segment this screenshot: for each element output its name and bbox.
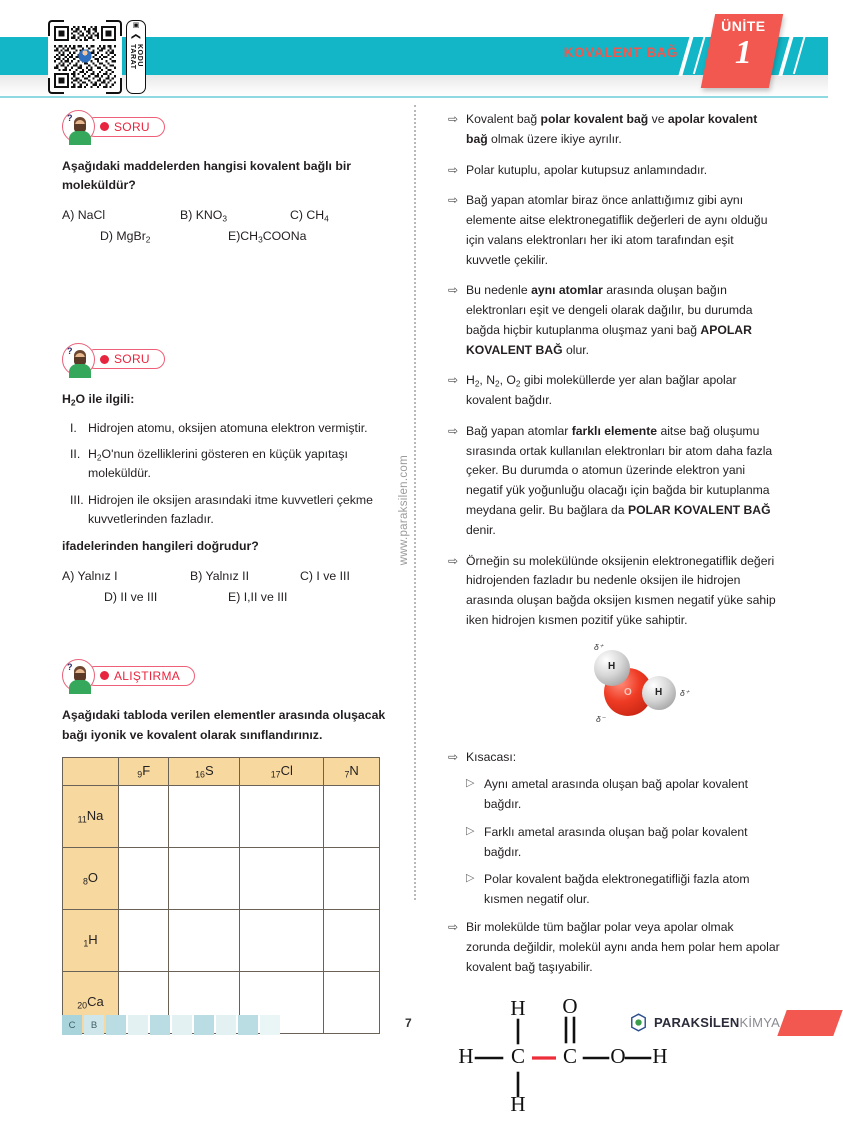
- item-text: $H_2O'nun$ özelliklerini gösteren en küçük yapıtaşı moleküldür.: [88, 447, 348, 481]
- atom-label-o: O: [610, 1044, 626, 1069]
- option-text: I,II ve III: [243, 589, 288, 604]
- table-cell[interactable]: [240, 847, 324, 909]
- option-text: $KNO_3$: [195, 208, 228, 224]
- publisher-logo: [629, 1013, 780, 1032]
- question-mark-icon: ?: [67, 345, 73, 356]
- bullet-item: [448, 552, 780, 631]
- summary-sub-item: [448, 775, 780, 815]
- option-text: I ve III: [316, 568, 350, 583]
- qr-scan-label[interactable]: [126, 20, 146, 94]
- roman-numeral-list: [62, 419, 392, 528]
- table-row: [63, 785, 380, 847]
- delta-plus-label-top: δ⁺: [594, 641, 604, 652]
- triangle-bullet-icon: ▷: [466, 824, 475, 837]
- arrow-bullet-icon: ⇨: [448, 423, 459, 438]
- question-2-options-row-1: [62, 566, 392, 587]
- qr-small-icon: ▣: [132, 22, 140, 29]
- atom-label-h: H: [510, 996, 526, 1021]
- arrow-bullet-icon: ⇨: [448, 749, 459, 764]
- table-row: [63, 847, 380, 909]
- option-letter: D): [100, 228, 113, 243]
- bullet-item: [448, 281, 780, 360]
- table-col-header: $_7$N: [324, 757, 380, 785]
- question-1-block: [62, 110, 392, 247]
- item-text: Hidrojen ile oksijen arasındaki itme kuvvetleri çekme kuvvetlerinden fazladır.: [88, 492, 373, 526]
- alistirma-badge: [62, 659, 392, 692]
- page-footer: [0, 1002, 828, 1064]
- final-bullet-item: [448, 918, 780, 977]
- option-text: Yalnız I: [77, 568, 118, 583]
- bullet-item: [448, 191, 780, 270]
- question-2-block: [62, 343, 392, 608]
- question-2-options-row-2: [62, 587, 392, 608]
- option-letter: C): [290, 208, 303, 223]
- qr-corner-icon: [48, 20, 64, 36]
- bullet-item: [448, 371, 780, 411]
- arrow-bullet-icon: ⇨: [448, 373, 459, 388]
- table-col-header: $_9$F: [119, 757, 169, 785]
- table-cell[interactable]: [324, 785, 380, 847]
- hydrogen-label: H: [608, 660, 616, 672]
- option-letter: B): [180, 208, 193, 223]
- list-item: [62, 491, 392, 529]
- arrow-bullet-icon: ⇨: [448, 919, 459, 934]
- table-cell[interactable]: [169, 909, 240, 971]
- table-cell[interactable]: [240, 785, 324, 847]
- column-divider: [414, 105, 416, 900]
- answer-box: [172, 1015, 192, 1035]
- table-cell[interactable]: [119, 785, 169, 847]
- option-e[interactable]: [228, 587, 287, 608]
- final-bullet-text: Bir molekülde tüm bağlar polar veya apolar olmak zorunda değildir, molekül aynı anda hem polar hem apolar kovalent bağ taşıyabilir.: [466, 919, 780, 974]
- option-letter: C): [300, 568, 313, 583]
- footer-accent-shape: [777, 1010, 842, 1036]
- table-cell[interactable]: [169, 847, 240, 909]
- teacher-avatar-icon: [62, 659, 95, 692]
- summary-intro-text: Kısacası:: [466, 749, 517, 764]
- option-text: Yalnız II: [205, 568, 250, 583]
- answer-box: [150, 1015, 170, 1035]
- bullet-text: Bu nedenle aynı atomlar arasında oluşan bağın elektronları eşit ve dengeli olarak dağılır, bu durumda bağda hiçbir kutuplanma oluşmaz yani bağ APOLAR KOVALENT BAĞ olur.: [466, 283, 753, 357]
- item-number: II.: [70, 447, 81, 462]
- delta-minus-label: δ⁻: [596, 713, 606, 724]
- bullet-item: [448, 161, 780, 181]
- answer-box: B: [84, 1015, 104, 1035]
- arrow-bullet-icon: ⇨: [448, 193, 459, 208]
- teacher-avatar-icon: [62, 110, 95, 143]
- summary-sub-text: Polar kovalent bağda elektronegatifliği fazla atom kısmen negatif olur.: [484, 872, 750, 907]
- logo-text-bold: PARAKSİLEN: [653, 1015, 740, 1030]
- option-c[interactable]: [300, 566, 350, 587]
- option-letter: A): [62, 208, 75, 223]
- answer-key-strip: [62, 1015, 282, 1035]
- badge-pill: [85, 666, 195, 686]
- watermark-url: www.paraksilen.com: [398, 455, 410, 566]
- option-text: $CH_4$: [306, 208, 329, 224]
- option-text: $CH_3COONa$: [240, 228, 307, 245]
- arrow-bullet-icon: ⇨: [448, 283, 459, 298]
- option-letter: E): [228, 228, 241, 243]
- option-letter: A): [62, 568, 75, 583]
- answer-box: [128, 1015, 148, 1035]
- badge-dot-icon: [100, 671, 109, 680]
- atom-label-h: H: [652, 1044, 668, 1069]
- item-number: III.: [70, 492, 84, 507]
- qr-scan-label-text: KODU TARAT: [129, 44, 143, 70]
- soru-badge: [62, 110, 392, 143]
- chevron-icon: ❮: [131, 32, 142, 41]
- table-cell[interactable]: [324, 847, 380, 909]
- table-cell[interactable]: [240, 909, 324, 971]
- table-cell[interactable]: [119, 847, 169, 909]
- option-b[interactable]: [190, 566, 300, 587]
- table-header-row: [63, 757, 380, 785]
- list-item: [62, 419, 392, 438]
- option-a[interactable]: [62, 566, 190, 587]
- exercise-block: [62, 659, 392, 1033]
- option-letter: E): [228, 589, 241, 604]
- answer-box: [194, 1015, 214, 1035]
- table-cell[interactable]: [324, 909, 380, 971]
- delta-plus-label-right: δ⁺: [680, 687, 690, 698]
- table-col-header: $_{17}$Cl: [240, 757, 324, 785]
- question-mark-icon: ?: [67, 113, 73, 123]
- badge-label: SORU: [114, 119, 150, 134]
- qr-scan-block[interactable]: [48, 20, 146, 94]
- answer-box: [238, 1015, 258, 1035]
- table-corner-cell: [63, 757, 119, 785]
- table-row: [63, 909, 380, 971]
- question-2-stem: $H_2O$ ile ilgili:: [62, 391, 135, 408]
- option-text: II ve III: [120, 589, 158, 604]
- unit-number: 1: [734, 34, 752, 71]
- option-d[interactable]: [100, 226, 228, 247]
- exercise-stem: Aşağıdaki tabloda verilen elementler arasında oluşacak bağı iyonik ve kovalent olarak sınıflandırınız.: [62, 708, 386, 742]
- summary-sub-text: Aynı ametal arasında oluşan bağ apolar kovalent bağdır.: [484, 777, 749, 812]
- question-1-options-row-2: [62, 226, 392, 247]
- table-row-header: $_1$H: [63, 909, 119, 971]
- answer-box: C: [62, 1015, 82, 1035]
- bullet-text: Bağ yapan atomlar farklı elemente aitse bağ oluşumu sırasında ortak kullanılan elektronları bir atom daha fazla çeker. Bu durumda o atomun üzerinde elektron yani negatif yük yoğunluğu olacağı için bağda bir kutuplanma meydana gelir. Bu bağlara da POLAR KOVALENT BAĞ denir.: [466, 423, 773, 537]
- option-c[interactable]: [290, 205, 329, 226]
- atom-label-h: H: [458, 1044, 474, 1069]
- triangle-bullet-icon: ▷: [466, 872, 475, 885]
- badge-pill: [85, 349, 165, 369]
- table-row-header: $_{11}$Na: [63, 785, 119, 847]
- badge-label: SORU: [114, 352, 150, 367]
- qr-corner-icon: [106, 78, 122, 94]
- left-column: [62, 110, 392, 1034]
- item-number: I.: [70, 421, 77, 436]
- table-col-header: $_{16}$S: [169, 757, 240, 785]
- qr-corner-icon: [48, 78, 64, 94]
- atom-label-c: C: [510, 1044, 526, 1069]
- answer-box: [106, 1015, 126, 1035]
- page-title: KOVALENT BAĞ: [563, 45, 678, 60]
- page-number: 7: [405, 1016, 412, 1030]
- bullet-text: Örneğin su molekülünde oksijenin elektronegatiflik değeri hidrojenden fazladır bu nedenle oksijen ile hidrojen arasında oluşan bağda oksijen kısmen negatif yüke sahip iken hidrojen kısmen pozitif yüke sahiptir.: [466, 553, 776, 627]
- bullet-item: [448, 422, 780, 541]
- question-1-stem: Aşağıdaki maddelerden hangisi kovalent bağlı bir moleküldür?: [62, 159, 352, 193]
- unit-badge: [701, 14, 783, 88]
- option-b[interactable]: [180, 205, 290, 226]
- question-2-ask: ifadelerinden hangileri doğrudur?: [62, 538, 259, 553]
- list-item: [62, 445, 392, 483]
- table-cell[interactable]: [169, 785, 240, 847]
- summary-sub-item: [448, 870, 780, 910]
- bullet-item: [448, 110, 780, 150]
- summary-sub-item: [448, 823, 780, 863]
- question-mark-icon: ?: [67, 662, 73, 673]
- bullet-text: Polar kutuplu, apolar kutupsuz anlamındadır.: [466, 162, 708, 177]
- badge-dot-icon: [100, 355, 109, 364]
- answer-box: [260, 1015, 280, 1035]
- arrow-bullet-icon: ⇨: [448, 112, 459, 126]
- summary-intro-bullet: [448, 748, 780, 768]
- element-bond-table[interactable]: [62, 757, 380, 1034]
- badge-label: ALIŞTIRMA: [114, 668, 181, 683]
- table-row-header: $_{20}$Ca: [63, 971, 119, 1033]
- option-text: MgBr$_2$: [116, 228, 151, 245]
- bullet-text: $H_2$, $N_2$, $O_2$ gibi moleküllerde yer alan bağlar apolar kovalent bağdır.: [466, 373, 737, 408]
- option-letter: D): [104, 589, 117, 604]
- oxygen-label: O: [624, 686, 632, 698]
- right-column: [448, 110, 780, 1121]
- table-row-header: $_8$O: [63, 847, 119, 909]
- question-1-options-row-1: [62, 205, 392, 226]
- table-cell[interactable]: [119, 909, 169, 971]
- logo-mark-icon: [629, 1013, 648, 1032]
- qr-corner-icon: [106, 20, 122, 36]
- option-e[interactable]: [228, 226, 306, 247]
- soru-badge: [62, 343, 392, 376]
- qr-code-frame: [48, 20, 122, 94]
- hydrogen-label: H: [655, 686, 663, 698]
- item-text: Hidrojen atomu, oksijen atomuna elektron vermiştir.: [88, 421, 368, 436]
- triangle-bullet-icon: ▷: [466, 777, 475, 790]
- atom-label-h: H: [510, 1092, 526, 1117]
- unit-label: ÜNİTE: [721, 18, 766, 34]
- bullet-text: Kovalent bağ polar kovalent bağ ve apolar kovalent bağ olmak üzere ikiye ayrılır.: [466, 112, 758, 146]
- summary-sub-text: Farklı ametal arasında oluşan bağ polar kovalent bağdır.: [484, 824, 748, 859]
- header-rule: [0, 96, 828, 98]
- arrow-bullet-icon: ⇨: [448, 553, 459, 568]
- logo-text-light: KİMYA: [739, 1015, 780, 1030]
- atom-label-o: O: [562, 994, 578, 1019]
- badge-dot-icon: [100, 122, 109, 131]
- water-molecule-diagram: [558, 642, 718, 732]
- option-letter: B): [190, 568, 203, 583]
- atom-label-c: C: [562, 1044, 578, 1069]
- option-a[interactable]: [62, 205, 180, 226]
- arrow-bullet-icon: ⇨: [448, 162, 459, 177]
- teacher-avatar-icon: [62, 343, 95, 376]
- badge-pill: [85, 117, 165, 137]
- option-text: NaCl: [77, 208, 106, 223]
- answer-box: [216, 1015, 236, 1035]
- bullet-text: Bağ yapan atomlar biraz önce anlattığımız gibi aynı elemente aitse elektronegatiflik değerleri de aynı olduğu için valans elektronları her iki atom tarafından eşit kuvvetle çekilir.: [466, 193, 768, 267]
- option-d[interactable]: [104, 587, 228, 608]
